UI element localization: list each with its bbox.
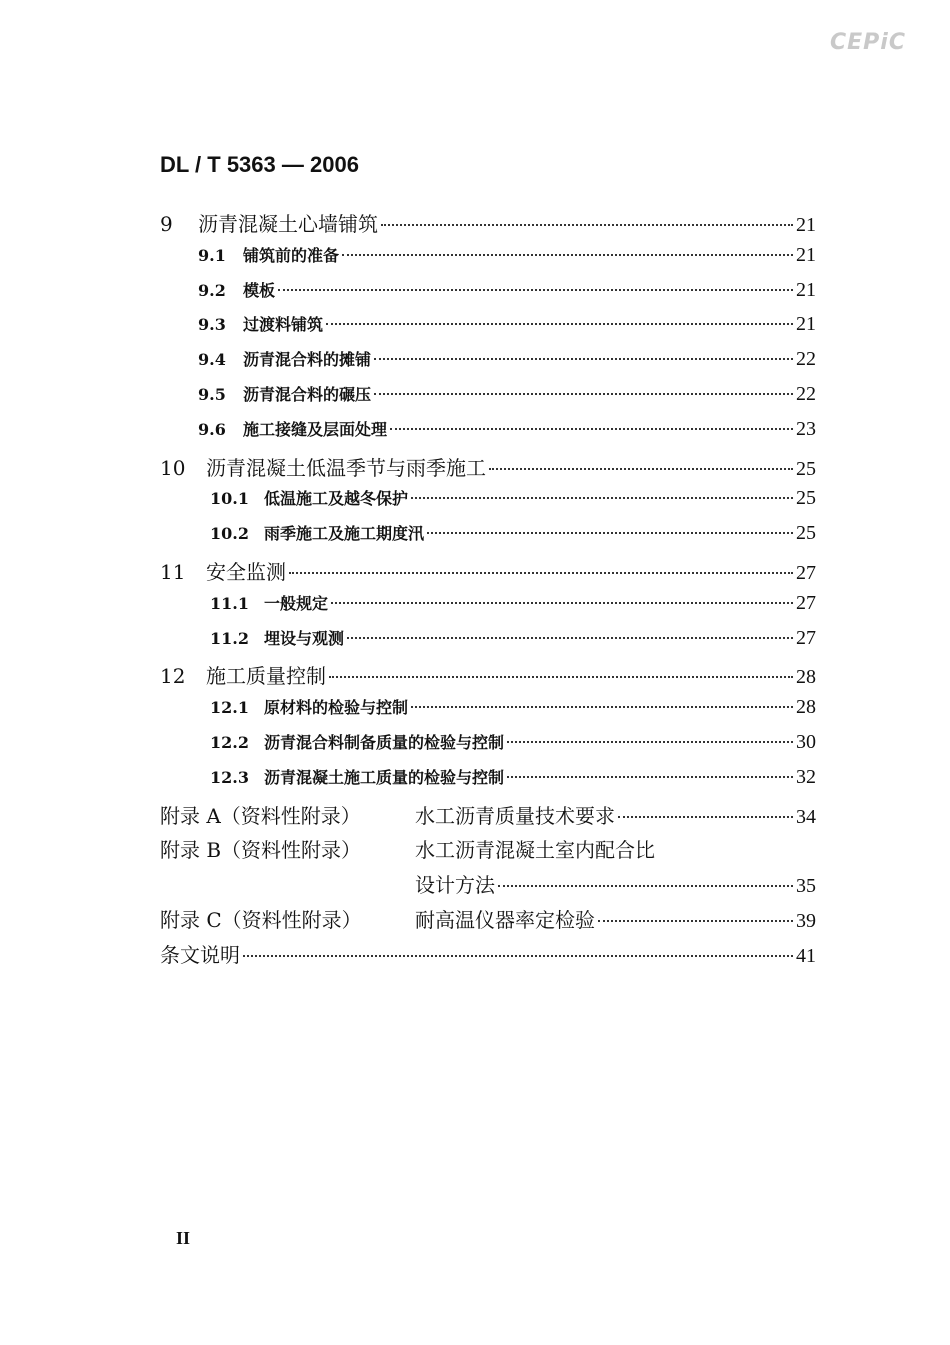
toc-entry-9[interactable] — [160, 208, 816, 243]
toc-number: 9.4 — [198, 350, 226, 370]
toc-entry-12-2[interactable] — [160, 730, 816, 765]
toc-entry-11-1[interactable] — [160, 591, 816, 626]
appendix-label: 附录 C（资料性附录） — [160, 907, 362, 932]
toc-title: 雨季施工及施工期度汛 — [264, 524, 425, 544]
toc-number: 11.2 — [210, 628, 249, 648]
toc-title: 铺筑前的准备 — [243, 245, 340, 265]
toc-title: 模板 — [243, 280, 276, 300]
toc-entry-10[interactable] — [160, 452, 816, 487]
toc-page: 21 — [796, 313, 816, 336]
toc-page: 22 — [796, 382, 816, 405]
toc-page: 28 — [796, 696, 816, 719]
toc-page: 27 — [796, 561, 816, 584]
toc-title: 沥青混凝土心墙铺筑 — [198, 212, 378, 236]
toc-number: 9 — [160, 212, 173, 236]
toc-page: 25 — [796, 487, 816, 510]
appendix-label: 附录 B（资料性附录） — [160, 838, 362, 863]
dot-leader — [374, 393, 793, 395]
toc-number: 12.3 — [210, 767, 249, 787]
toc-title: 沥青混凝土低温季节与雨季施工 — [206, 455, 486, 480]
toc-entry-11[interactable] — [160, 556, 816, 591]
toc-page: 23 — [796, 417, 816, 440]
toc-title: 埋设与观测 — [264, 628, 345, 648]
toc-number: 12.2 — [210, 732, 249, 752]
toc-page: 28 — [796, 666, 816, 689]
toc-number: 12 — [160, 664, 186, 689]
toc-entry-12-1[interactable] — [160, 695, 816, 730]
dot-leader — [374, 358, 793, 360]
toc-entry-9-2[interactable] — [160, 278, 816, 313]
document-code: DL / T 5363 — 2006 — [160, 152, 359, 177]
toc-number: 10.1 — [210, 489, 249, 509]
toc-entry-10-2[interactable] — [160, 521, 816, 556]
dot-leader — [489, 468, 793, 470]
toc-page: 21 — [796, 278, 816, 301]
toc-entry-explanation[interactable] — [160, 939, 816, 974]
toc-title: 施工接缝及层面处理 — [243, 419, 388, 439]
dot-leader — [342, 254, 793, 256]
toc-page: 27 — [796, 591, 816, 614]
toc-title: 安全监测 — [206, 559, 286, 584]
toc-page: 39 — [796, 909, 816, 932]
dot-leader — [618, 816, 793, 818]
toc-entry-11-2[interactable] — [160, 626, 816, 661]
dot-leader — [498, 885, 793, 887]
toc-entry-9-6[interactable] — [160, 417, 816, 452]
dot-leader — [390, 428, 793, 430]
dot-leader — [326, 323, 793, 325]
dot-leader — [427, 532, 793, 534]
toc-entry-9-1[interactable] — [160, 243, 816, 278]
toc-entry-appendix-b-cont[interactable] — [160, 869, 816, 904]
toc-title-continued: 设计方法 — [415, 873, 495, 898]
toc-page: 32 — [796, 765, 816, 788]
toc-page: 27 — [796, 626, 816, 649]
toc-title: 沥青混合料的摊铺 — [243, 350, 372, 370]
toc-page: 22 — [796, 348, 816, 371]
toc-number: 9.5 — [198, 384, 226, 404]
toc-entry-appendix-b[interactable] — [160, 834, 816, 869]
toc-page: 21 — [796, 243, 816, 266]
toc-number: 10.2 — [210, 524, 249, 544]
toc-entry-appendix-c[interactable] — [160, 904, 816, 939]
page-number: II — [176, 1228, 191, 1248]
toc-page: 25 — [796, 457, 816, 480]
toc-title: 一般规定 — [264, 593, 329, 613]
toc-entry-appendix-a[interactable] — [160, 800, 816, 835]
toc-entry-9-5[interactable] — [160, 382, 816, 417]
toc-page: 25 — [796, 522, 816, 545]
dot-leader — [243, 955, 793, 957]
cepic-logo: CEPiC — [830, 30, 906, 55]
toc-title: 水工沥青质量技术要求 — [415, 803, 615, 828]
dot-leader — [331, 602, 793, 604]
toc-number: 12.1 — [210, 698, 249, 718]
toc-title: 施工质量控制 — [206, 664, 326, 689]
dot-leader — [411, 706, 793, 708]
toc-page: 21 — [796, 214, 816, 236]
appendix-label: 附录 A（资料性附录） — [160, 803, 361, 828]
toc-title: 原材料的检验与控制 — [264, 698, 409, 718]
toc-entry-9-4[interactable] — [160, 347, 816, 382]
toc-title: 耐高温仪器率定检验 — [415, 907, 595, 932]
dot-leader — [278, 289, 793, 291]
dot-leader — [329, 676, 793, 678]
toc-entry-10-1[interactable] — [160, 486, 816, 521]
toc-title: 沥青混合料制备质量的检验与控制 — [264, 732, 505, 752]
toc-title: 过渡料铺筑 — [243, 315, 324, 335]
dot-leader — [411, 497, 793, 499]
toc-title: 条文说明 — [160, 942, 240, 967]
dot-leader — [347, 637, 793, 639]
dot-leader — [381, 224, 793, 226]
toc-number: 9.6 — [198, 419, 226, 439]
table-of-contents — [160, 208, 816, 974]
toc-title: 沥青混合料的碾压 — [243, 384, 372, 404]
dot-leader — [598, 920, 793, 922]
dot-leader — [507, 776, 793, 778]
toc-number: 11 — [160, 559, 186, 584]
toc-number: 9.2 — [198, 280, 226, 300]
toc-title: 低温施工及越冬保护 — [264, 489, 409, 509]
toc-entry-12-3[interactable] — [160, 765, 816, 800]
dot-leader — [289, 572, 793, 574]
toc-entry-9-3[interactable] — [160, 312, 816, 347]
toc-number: 9.3 — [198, 315, 226, 335]
dot-leader — [507, 741, 793, 743]
toc-number: 11.1 — [210, 593, 249, 613]
toc-title: 沥青混凝土施工质量的检验与控制 — [264, 767, 505, 787]
toc-number: 10 — [160, 455, 186, 480]
toc-page: 35 — [796, 875, 816, 898]
toc-number: 9.1 — [198, 245, 226, 265]
toc-page: 34 — [796, 805, 816, 828]
toc-entry-12[interactable] — [160, 660, 816, 695]
toc-page: 30 — [796, 730, 816, 753]
toc-title: 水工沥青混凝土室内配合比 — [415, 838, 655, 863]
toc-page: 41 — [796, 944, 816, 967]
